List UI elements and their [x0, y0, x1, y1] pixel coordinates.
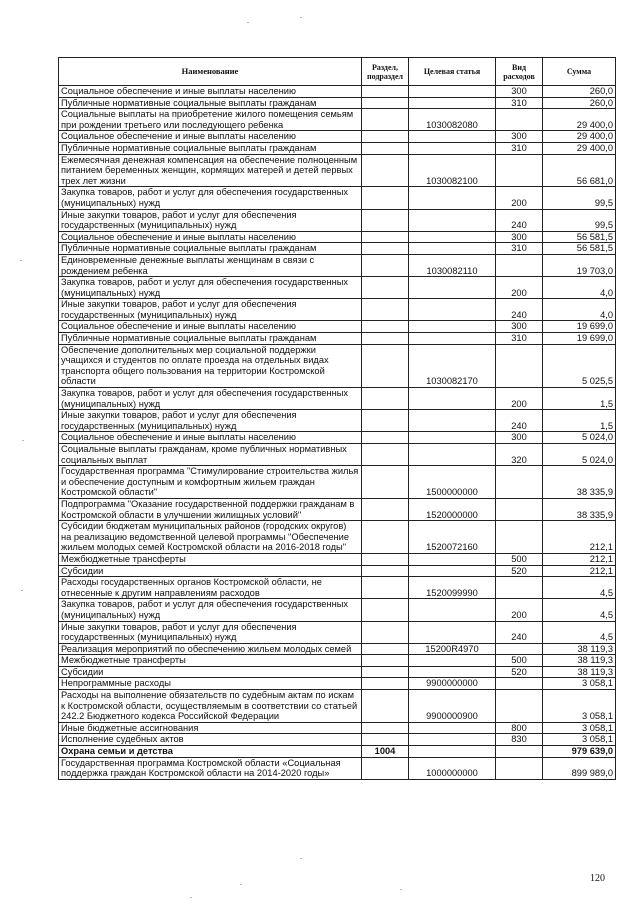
cell-target — [409, 97, 496, 109]
scan-speck — [190, 897, 192, 898]
cell-target: 1520000000 — [409, 498, 496, 520]
cell-name: Публичные нормативные социальные выплаты гражданам — [59, 243, 362, 255]
cell-sum: 3 058,1 — [543, 690, 616, 723]
cell-section — [362, 277, 409, 299]
cell-name: Иные закупки товаров, работ и услуг для обеспечения государственных (муниципальных) нужд — [59, 410, 362, 432]
scan-speck — [400, 889, 402, 890]
cell-section: 1004 — [362, 746, 409, 758]
cell-name: Ежемесячная денежная компенсация на обеспечение полноценным питанием беременных женщин, кормящих матерей и детей первых трех лет жизни — [59, 154, 362, 187]
cell-section — [362, 521, 409, 554]
table-row — [59, 209, 616, 231]
cell-target: 1500000000 — [409, 466, 496, 499]
cell-expense — [496, 577, 543, 599]
cell-name: Государственная программа "Стимулирование строительства жилья и обеспечение доступным и комфортным жильем граждан Костромской области" — [59, 466, 362, 499]
cell-section — [362, 187, 409, 209]
cell-sum: 899 989,0 — [543, 757, 616, 779]
cell-target — [409, 565, 496, 577]
table-row — [59, 621, 616, 643]
cell-expense — [496, 690, 543, 723]
cell-section — [362, 757, 409, 779]
cell-section — [362, 209, 409, 231]
cell-section — [362, 154, 409, 187]
cell-sum: 260,0 — [543, 86, 616, 98]
cell-expense: 830 — [496, 734, 543, 746]
cell-expense — [496, 154, 543, 187]
cell-sum: 29 400,0 — [543, 131, 616, 143]
cell-name: Социальное обеспечение и иные выплаты населению — [59, 231, 362, 243]
cell-target — [409, 299, 496, 321]
cell-name: Межбюджетные трансферты — [59, 553, 362, 565]
table-row — [59, 344, 616, 387]
table-row — [59, 498, 616, 520]
cell-name: Подпрограмма "Оказание государственной поддержки гражданам в Костромской области в улучшении жилищных условий" — [59, 498, 362, 520]
table-row — [59, 410, 616, 432]
cell-target — [409, 277, 496, 299]
cell-sum: 260,0 — [543, 97, 616, 109]
cell-section — [362, 444, 409, 466]
cell-name: Иные бюджетные ассигнования — [59, 722, 362, 734]
table-row — [59, 142, 616, 154]
cell-target — [409, 333, 496, 345]
table-row — [59, 565, 616, 577]
table-row — [59, 599, 616, 621]
scan-speck — [240, 884, 242, 885]
cell-sum: 4,0 — [543, 299, 616, 321]
cell-target — [409, 444, 496, 466]
scan-speck — [21, 590, 23, 591]
cell-target — [409, 553, 496, 565]
cell-sum: 56 581,5 — [543, 243, 616, 255]
cell-sum: 212,1 — [543, 521, 616, 554]
cell-sum: 99,5 — [543, 209, 616, 231]
cell-name: Субсидии бюджетам муниципальных районов (городских округов) на реализацию ведомственной целевой программы "Обеспечение жильем молодых семей Костромской области на 2016-2018 годы" — [59, 521, 362, 554]
cell-name: Закупка товаров, работ и услуг для обеспечения государственных (муниципальных) нужд — [59, 277, 362, 299]
cell-sum: 4,0 — [543, 277, 616, 299]
cell-name: Межбюджетные трансферты — [59, 655, 362, 667]
cell-sum: 29 400,0 — [543, 109, 616, 131]
table-header-row — [59, 58, 616, 86]
budget-table — [58, 57, 616, 780]
cell-name: Социальные выплаты на приобретение жилого помещения семьям при рождении третьего или последующего ребенка — [59, 109, 362, 131]
cell-name: Социальное обеспечение и иные выплаты населению — [59, 432, 362, 444]
cell-name: Расходы государственных органов Костромской области, не отнесенные к другим направлениям расходов — [59, 577, 362, 599]
table-row — [59, 277, 616, 299]
table-row — [59, 109, 616, 131]
cell-sum: 3 058,1 — [543, 722, 616, 734]
cell-sum: 212,1 — [543, 565, 616, 577]
cell-target — [409, 321, 496, 333]
cell-expense: 240 — [496, 209, 543, 231]
cell-expense: 200 — [496, 187, 543, 209]
cell-section — [362, 690, 409, 723]
cell-name: Иные закупки товаров, работ и услуг для обеспечения государственных (муниципальных) нужд — [59, 209, 362, 231]
cell-name: Единовременные денежные выплаты женщинам в связи с рождением ребенка — [59, 254, 362, 276]
cell-section — [362, 243, 409, 255]
scan-speck — [22, 440, 24, 441]
cell-section — [362, 432, 409, 444]
cell-section — [362, 231, 409, 243]
table-row — [59, 734, 616, 746]
cell-section — [362, 655, 409, 667]
cell-expense — [496, 254, 543, 276]
cell-target — [409, 432, 496, 444]
cell-target: 1030082170 — [409, 344, 496, 387]
cell-name: Обеспечение дополнительных мер социальной поддержки учащихся и студентов по оплате проезда на отдельных видах транспорта общего пользования на территории Костромской области — [59, 344, 362, 387]
cell-expense: 500 — [496, 553, 543, 565]
cell-name: Закупка товаров, работ и услуг для обеспечения государственных (муниципальных) нужд — [59, 388, 362, 410]
cell-sum: 1,5 — [543, 388, 616, 410]
cell-sum: 29 400,0 — [543, 142, 616, 154]
cell-sum: 5 025,5 — [543, 344, 616, 387]
cell-expense — [496, 521, 543, 554]
cell-expense: 240 — [496, 410, 543, 432]
cell-section — [362, 722, 409, 734]
cell-name: Иные закупки товаров, работ и услуг для обеспечения государственных (муниципальных) нужд — [59, 621, 362, 643]
cell-target — [409, 142, 496, 154]
cell-target — [409, 655, 496, 667]
cell-sum: 4,5 — [543, 577, 616, 599]
scan-speck — [300, 858, 302, 859]
cell-expense: 200 — [496, 599, 543, 621]
cell-sum: 56 581,5 — [543, 231, 616, 243]
cell-sum: 3 058,1 — [543, 734, 616, 746]
cell-target: 9900000000 — [409, 678, 496, 690]
table-row — [59, 299, 616, 321]
cell-section — [362, 333, 409, 345]
scan-speck — [20, 260, 22, 261]
table-row — [59, 521, 616, 554]
table-row — [59, 254, 616, 276]
cell-expense: 520 — [496, 666, 543, 678]
cell-sum: 1,5 — [543, 410, 616, 432]
cell-name: Социальное обеспечение и иные выплаты населению — [59, 321, 362, 333]
cell-expense: 300 — [496, 321, 543, 333]
header-section: Раздел, подраздел — [362, 58, 409, 86]
cell-name: Субсидии — [59, 565, 362, 577]
table-row — [59, 231, 616, 243]
cell-section — [362, 344, 409, 387]
cell-expense — [496, 643, 543, 655]
table-row — [59, 690, 616, 723]
cell-section — [362, 254, 409, 276]
cell-name: Иные закупки товаров, работ и услуг для обеспечения государственных (муниципальных) нужд — [59, 299, 362, 321]
table-row — [59, 388, 616, 410]
cell-sum: 99,5 — [543, 187, 616, 209]
header-target: Целевая статья — [409, 58, 496, 86]
table-row — [59, 746, 616, 758]
cell-section — [362, 299, 409, 321]
cell-sum: 56 681,0 — [543, 154, 616, 187]
cell-target: 1520072160 — [409, 521, 496, 554]
cell-sum: 19 703,0 — [543, 254, 616, 276]
cell-sum: 38 119,3 — [543, 666, 616, 678]
cell-section — [362, 142, 409, 154]
cell-expense — [496, 466, 543, 499]
page-number: 120 — [590, 873, 605, 884]
cell-section — [362, 86, 409, 98]
cell-name: Социальное обеспечение и иные выплаты населению — [59, 131, 362, 143]
cell-sum: 19 699,0 — [543, 333, 616, 345]
cell-target — [409, 599, 496, 621]
table-row — [59, 154, 616, 187]
cell-section — [362, 97, 409, 109]
cell-section — [362, 388, 409, 410]
table-row — [59, 466, 616, 499]
cell-name: Социальное обеспечение и иные выплаты населению — [59, 86, 362, 98]
cell-section — [362, 565, 409, 577]
table-row — [59, 757, 616, 779]
table-row — [59, 243, 616, 255]
cell-expense — [496, 746, 543, 758]
cell-section — [362, 734, 409, 746]
table-row — [59, 577, 616, 599]
cell-name: Исполнение судебных актов — [59, 734, 362, 746]
cell-expense: 500 — [496, 655, 543, 667]
scan-speck — [300, 17, 302, 18]
table-row — [59, 666, 616, 678]
cell-target: 15200R4970 — [409, 643, 496, 655]
table-row — [59, 643, 616, 655]
cell-section — [362, 666, 409, 678]
cell-name: Закупка товаров, работ и услуг для обеспечения государственных (муниципальных) нужд — [59, 187, 362, 209]
cell-sum: 4,5 — [543, 599, 616, 621]
cell-sum: 19 699,0 — [543, 321, 616, 333]
cell-expense: 520 — [496, 565, 543, 577]
cell-target: 9900000900 — [409, 690, 496, 723]
cell-target — [409, 243, 496, 255]
cell-section — [362, 466, 409, 499]
cell-name: Публичные нормативные социальные выплаты гражданам — [59, 97, 362, 109]
cell-sum: 3 058,1 — [543, 678, 616, 690]
cell-name: Непрограммные расходы — [59, 678, 362, 690]
cell-expense — [496, 344, 543, 387]
table-row — [59, 722, 616, 734]
cell-expense — [496, 678, 543, 690]
cell-sum: 979 639,0 — [543, 746, 616, 758]
cell-expense: 200 — [496, 277, 543, 299]
cell-expense — [496, 757, 543, 779]
cell-sum: 5 024,0 — [543, 444, 616, 466]
cell-sum: 5 024,0 — [543, 432, 616, 444]
cell-section — [362, 131, 409, 143]
table-body — [59, 86, 616, 780]
cell-target: 1030082110 — [409, 254, 496, 276]
cell-expense: 310 — [496, 333, 543, 345]
table-row — [59, 86, 616, 98]
cell-name: Реализация мероприятий по обеспечению жильем молодых семей — [59, 643, 362, 655]
cell-name: Государственная программа Костромской области «Социальная поддержка граждан Костромской области на 2014-2020 годы» — [59, 757, 362, 779]
cell-section — [362, 621, 409, 643]
cell-name: Публичные нормативные социальные выплаты гражданам — [59, 142, 362, 154]
cell-target — [409, 746, 496, 758]
cell-target — [409, 187, 496, 209]
cell-sum: 212,1 — [543, 553, 616, 565]
cell-section — [362, 599, 409, 621]
cell-expense: 800 — [496, 722, 543, 734]
cell-section — [362, 109, 409, 131]
cell-expense: 310 — [496, 243, 543, 255]
cell-target: 1000000000 — [409, 757, 496, 779]
cell-target — [409, 621, 496, 643]
cell-target — [409, 410, 496, 432]
cell-section — [362, 553, 409, 565]
cell-sum: 38 119,3 — [543, 643, 616, 655]
cell-expense: 320 — [496, 444, 543, 466]
cell-expense: 300 — [496, 131, 543, 143]
table-row — [59, 655, 616, 667]
cell-sum: 38 119,3 — [543, 655, 616, 667]
cell-target — [409, 722, 496, 734]
cell-target — [409, 131, 496, 143]
table-row — [59, 97, 616, 109]
cell-sum: 38 335,9 — [543, 466, 616, 499]
cell-target — [409, 86, 496, 98]
cell-target — [409, 666, 496, 678]
cell-name: Публичные нормативные социальные выплаты гражданам — [59, 333, 362, 345]
cell-expense — [496, 109, 543, 131]
cell-name: Социальные выплаты гражданам, кроме публичных нормативных социальных выплат — [59, 444, 362, 466]
header-sum: Сумма — [543, 58, 616, 86]
cell-target — [409, 388, 496, 410]
cell-expense: 310 — [496, 142, 543, 154]
header-name: Наименование — [59, 58, 362, 86]
cell-section — [362, 321, 409, 333]
cell-name: Субсидии — [59, 666, 362, 678]
table-row — [59, 678, 616, 690]
cell-name: Охрана семьи и детства — [59, 746, 362, 758]
cell-expense: 240 — [496, 621, 543, 643]
cell-target — [409, 209, 496, 231]
cell-target: 1030082080 — [409, 109, 496, 131]
cell-section — [362, 643, 409, 655]
cell-expense: 240 — [496, 299, 543, 321]
cell-section — [362, 577, 409, 599]
cell-sum: 4,5 — [543, 621, 616, 643]
table-row — [59, 187, 616, 209]
cell-expense: 310 — [496, 97, 543, 109]
header-expense: Вид расходов — [496, 58, 543, 86]
cell-sum: 38 335,9 — [543, 498, 616, 520]
cell-target: 1030082100 — [409, 154, 496, 187]
cell-expense — [496, 498, 543, 520]
cell-name: Расходы на выполнение обязательств по судебным актам по искам к Костромской области, осуществляемым в соответствии со статьей 242.2 Бюджетного кодекса Российской Федерации — [59, 690, 362, 723]
cell-target — [409, 734, 496, 746]
cell-expense: 300 — [496, 86, 543, 98]
cell-target — [409, 231, 496, 243]
cell-section — [362, 498, 409, 520]
cell-expense: 300 — [496, 432, 543, 444]
table-row — [59, 444, 616, 466]
table-row — [59, 333, 616, 345]
cell-expense: 300 — [496, 231, 543, 243]
table-row — [59, 553, 616, 565]
scan-speck — [247, 22, 249, 23]
cell-section — [362, 410, 409, 432]
table-row — [59, 321, 616, 333]
cell-name: Закупка товаров, работ и услуг для обеспечения государственных (муниципальных) нужд — [59, 599, 362, 621]
cell-section — [362, 678, 409, 690]
cell-target: 1520099990 — [409, 577, 496, 599]
cell-expense: 200 — [496, 388, 543, 410]
table-row — [59, 131, 616, 143]
table-row — [59, 432, 616, 444]
